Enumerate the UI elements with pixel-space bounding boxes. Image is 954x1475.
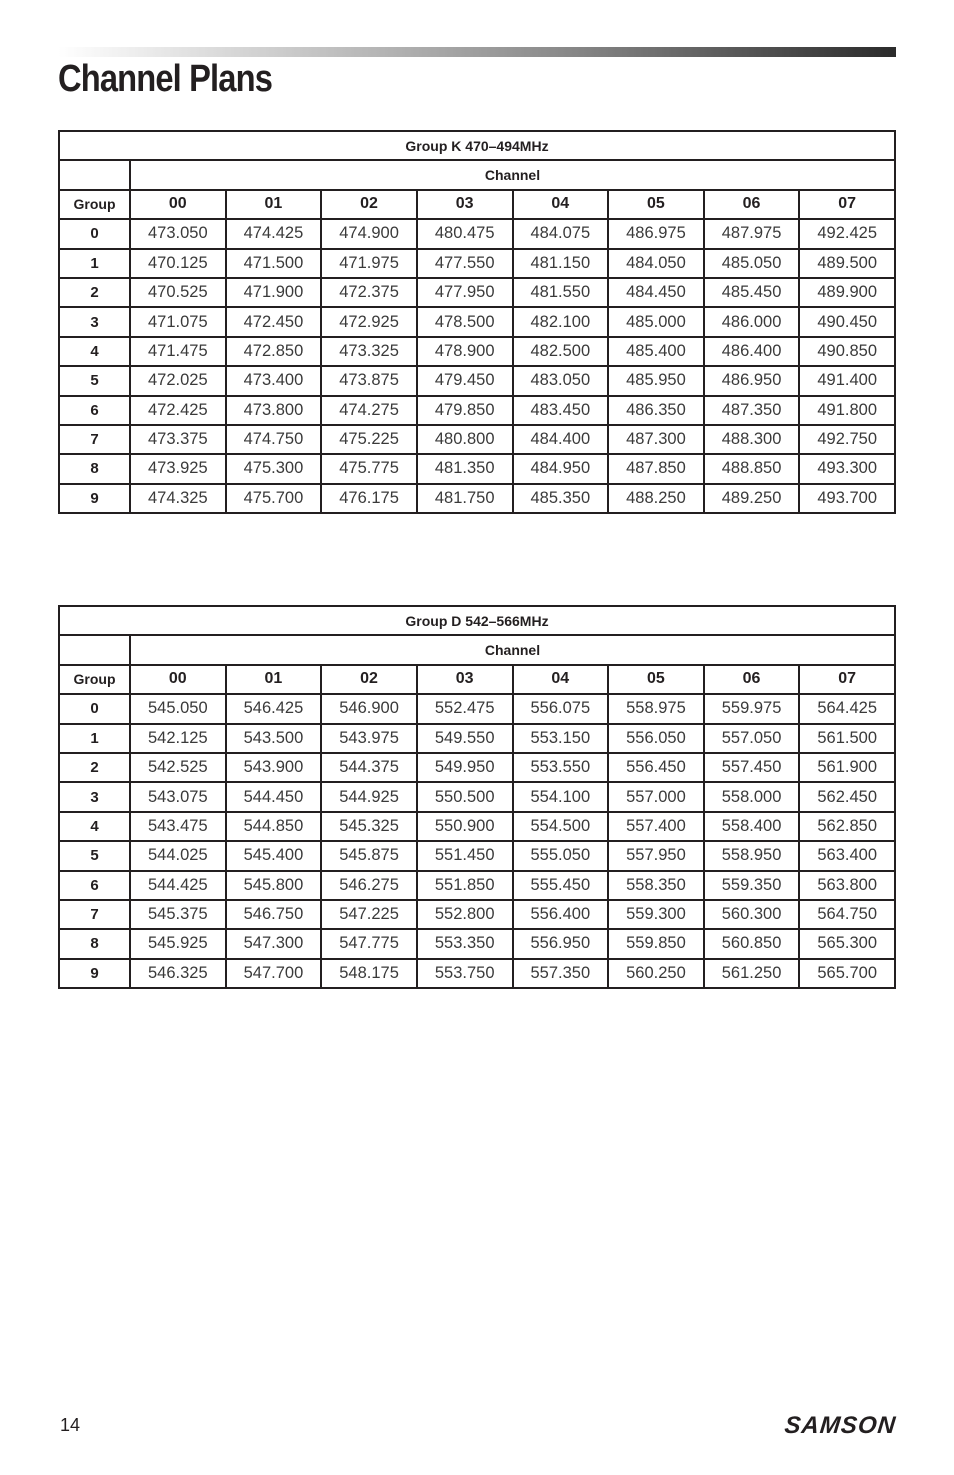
frequency-cell: 565.300: [799, 929, 895, 958]
column-header-row: [59, 190, 895, 219]
channel-label: Channel: [130, 160, 895, 189]
frequency-cell: 543.900: [226, 753, 322, 782]
table-row: [59, 929, 895, 958]
frequency-cell: 553.550: [513, 753, 609, 782]
frequency-cell: 559.975: [704, 694, 800, 723]
frequency-cell: 474.325: [130, 484, 226, 513]
channel-label-row: [59, 160, 895, 189]
samson-logo: SAMSON: [783, 1412, 898, 1439]
frequency-cell: 479.450: [417, 366, 513, 395]
frequency-cell: 561.250: [704, 959, 800, 988]
table-row: [59, 782, 895, 811]
frequency-cell: 557.350: [513, 959, 609, 988]
frequency-cell: 558.950: [704, 841, 800, 870]
frequency-cell: 486.400: [704, 337, 800, 366]
table-title: Group D 542–566MHz: [59, 606, 895, 635]
table-row: [59, 724, 895, 753]
frequency-cell: 477.550: [417, 249, 513, 278]
frequency-cell: 491.800: [799, 396, 895, 425]
frequency-cell: 546.900: [321, 694, 417, 723]
frequency-cell: 491.400: [799, 366, 895, 395]
frequency-cell: 545.325: [321, 812, 417, 841]
channel-column-header: 00: [130, 190, 226, 219]
channel-column-header: 06: [704, 665, 800, 694]
group-number-cell: 9: [59, 484, 130, 513]
frequency-cell: 557.000: [608, 782, 704, 811]
table-row: [59, 484, 895, 513]
frequency-cell: 544.425: [130, 871, 226, 900]
frequency-cell: 545.875: [321, 841, 417, 870]
frequency-cell: 486.350: [608, 396, 704, 425]
frequency-cell: 473.400: [226, 366, 322, 395]
channel-column-header: 05: [608, 665, 704, 694]
frequency-cell: 555.450: [513, 871, 609, 900]
frequency-cell: 476.175: [321, 484, 417, 513]
frequency-cell: 486.975: [608, 219, 704, 248]
frequency-cell: 544.375: [321, 753, 417, 782]
channel-label: Channel: [130, 635, 895, 664]
frequency-cell: 542.125: [130, 724, 226, 753]
table-row: [59, 812, 895, 841]
group-number-cell: 4: [59, 812, 130, 841]
frequency-cell: 487.300: [608, 425, 704, 454]
page-title: Channel Plans: [58, 58, 273, 100]
frequency-cell: 564.750: [799, 900, 895, 929]
table-row: [59, 278, 895, 307]
frequency-cell: 472.450: [226, 307, 322, 336]
channel-label-row: [59, 635, 895, 664]
empty-corner-cell: [59, 160, 130, 189]
table-title-row: [59, 606, 895, 635]
frequency-cell: 556.450: [608, 753, 704, 782]
channel-column-header: 03: [417, 665, 513, 694]
table-row: [59, 900, 895, 929]
frequency-cell: 563.800: [799, 871, 895, 900]
frequency-cell: 472.375: [321, 278, 417, 307]
channel-plan-table-group-d: [58, 605, 896, 989]
header-rule: [58, 47, 896, 57]
channel-column-header: 02: [321, 190, 417, 219]
frequency-cell: 549.550: [417, 724, 513, 753]
channel-column-header: 01: [226, 665, 322, 694]
channel-plan-table-group-k: [58, 130, 896, 514]
frequency-cell: 556.050: [608, 724, 704, 753]
frequency-cell: 553.350: [417, 929, 513, 958]
frequency-cell: 556.075: [513, 694, 609, 723]
frequency-cell: 482.500: [513, 337, 609, 366]
group-number-cell: 0: [59, 219, 130, 248]
group-number-cell: 1: [59, 724, 130, 753]
frequency-cell: 557.950: [608, 841, 704, 870]
frequency-cell: 553.150: [513, 724, 609, 753]
table-row: [59, 841, 895, 870]
column-header-row: [59, 665, 895, 694]
frequency-cell: 481.550: [513, 278, 609, 307]
frequency-cell: 483.450: [513, 396, 609, 425]
frequency-cell: 555.050: [513, 841, 609, 870]
frequency-cell: 474.900: [321, 219, 417, 248]
table-title: Group K 470–494MHz: [59, 131, 895, 160]
group-number-cell: 4: [59, 337, 130, 366]
frequency-cell: 493.300: [799, 454, 895, 483]
frequency-cell: 487.350: [704, 396, 800, 425]
channel-column-header: 06: [704, 190, 800, 219]
table-row: [59, 959, 895, 988]
frequency-cell: 470.125: [130, 249, 226, 278]
frequency-cell: 472.025: [130, 366, 226, 395]
frequency-cell: 485.450: [704, 278, 800, 307]
frequency-cell: 557.050: [704, 724, 800, 753]
frequency-cell: 558.000: [704, 782, 800, 811]
table-row: [59, 366, 895, 395]
frequency-cell: 489.900: [799, 278, 895, 307]
frequency-cell: 544.025: [130, 841, 226, 870]
group-number-cell: 3: [59, 782, 130, 811]
frequency-cell: 547.300: [226, 929, 322, 958]
frequency-cell: 564.425: [799, 694, 895, 723]
table-row: [59, 249, 895, 278]
frequency-cell: 473.050: [130, 219, 226, 248]
frequency-cell: 544.925: [321, 782, 417, 811]
frequency-cell: 551.850: [417, 871, 513, 900]
frequency-cell: 545.375: [130, 900, 226, 929]
frequency-cell: 472.850: [226, 337, 322, 366]
group-column-header: Group: [59, 190, 130, 219]
group-number-cell: 9: [59, 959, 130, 988]
table-row: [59, 454, 895, 483]
frequency-cell: 484.950: [513, 454, 609, 483]
table-row: [59, 307, 895, 336]
frequency-cell: 560.300: [704, 900, 800, 929]
group-number-cell: 2: [59, 753, 130, 782]
frequency-cell: 556.400: [513, 900, 609, 929]
frequency-cell: 552.475: [417, 694, 513, 723]
frequency-cell: 547.700: [226, 959, 322, 988]
frequency-cell: 485.350: [513, 484, 609, 513]
frequency-cell: 471.900: [226, 278, 322, 307]
group-number-cell: 6: [59, 871, 130, 900]
frequency-cell: 561.900: [799, 753, 895, 782]
channel-column-header: 04: [513, 190, 609, 219]
frequency-cell: 546.275: [321, 871, 417, 900]
frequency-cell: 479.850: [417, 396, 513, 425]
frequency-cell: 484.450: [608, 278, 704, 307]
frequency-cell: 480.800: [417, 425, 513, 454]
frequency-cell: 471.475: [130, 337, 226, 366]
frequency-cell: 485.000: [608, 307, 704, 336]
frequency-cell: 492.750: [799, 425, 895, 454]
frequency-cell: 474.275: [321, 396, 417, 425]
frequency-cell: 548.175: [321, 959, 417, 988]
channel-column-header: 01: [226, 190, 322, 219]
group-number-cell: 8: [59, 929, 130, 958]
frequency-cell: 477.950: [417, 278, 513, 307]
frequency-cell: 473.925: [130, 454, 226, 483]
frequency-cell: 546.425: [226, 694, 322, 723]
frequency-cell: 547.225: [321, 900, 417, 929]
frequency-cell: 545.050: [130, 694, 226, 723]
frequency-cell: 486.950: [704, 366, 800, 395]
frequency-cell: 472.925: [321, 307, 417, 336]
frequency-cell: 545.400: [226, 841, 322, 870]
frequency-cell: 473.875: [321, 366, 417, 395]
frequency-cell: 481.350: [417, 454, 513, 483]
frequency-cell: 553.750: [417, 959, 513, 988]
frequency-cell: 549.950: [417, 753, 513, 782]
frequency-cell: 546.325: [130, 959, 226, 988]
frequency-cell: 545.925: [130, 929, 226, 958]
frequency-cell: 487.850: [608, 454, 704, 483]
frequency-cell: 552.800: [417, 900, 513, 929]
frequency-cell: 475.775: [321, 454, 417, 483]
frequency-cell: 546.750: [226, 900, 322, 929]
table-row: [59, 871, 895, 900]
frequency-cell: 470.525: [130, 278, 226, 307]
group-number-cell: 7: [59, 425, 130, 454]
frequency-cell: 563.400: [799, 841, 895, 870]
group-number-cell: 7: [59, 900, 130, 929]
page-number: 14: [60, 1415, 81, 1435]
group-number-cell: 2: [59, 278, 130, 307]
channel-column-header: 07: [799, 190, 895, 219]
frequency-cell: 562.850: [799, 812, 895, 841]
frequency-cell: 544.450: [226, 782, 322, 811]
group-number-cell: 5: [59, 841, 130, 870]
frequency-cell: 484.075: [513, 219, 609, 248]
frequency-cell: 559.300: [608, 900, 704, 929]
channel-column-header: 00: [130, 665, 226, 694]
frequency-cell: 481.750: [417, 484, 513, 513]
frequency-cell: 550.900: [417, 812, 513, 841]
frequency-cell: 493.700: [799, 484, 895, 513]
channel-column-header: 07: [799, 665, 895, 694]
frequency-cell: 557.400: [608, 812, 704, 841]
frequency-cell: 485.050: [704, 249, 800, 278]
frequency-cell: 481.150: [513, 249, 609, 278]
frequency-cell: 472.425: [130, 396, 226, 425]
frequency-cell: 543.075: [130, 782, 226, 811]
frequency-cell: 550.500: [417, 782, 513, 811]
frequency-cell: 558.350: [608, 871, 704, 900]
frequency-cell: 488.850: [704, 454, 800, 483]
channel-column-header: 05: [608, 190, 704, 219]
frequency-cell: 551.450: [417, 841, 513, 870]
channel-column-header: 02: [321, 665, 417, 694]
frequency-cell: 559.350: [704, 871, 800, 900]
group-number-cell: 5: [59, 366, 130, 395]
frequency-cell: 473.800: [226, 396, 322, 425]
frequency-cell: 473.325: [321, 337, 417, 366]
table-row: [59, 337, 895, 366]
frequency-cell: 542.525: [130, 753, 226, 782]
frequency-cell: 557.450: [704, 753, 800, 782]
group-number-cell: 3: [59, 307, 130, 336]
group-column-header: Group: [59, 665, 130, 694]
frequency-cell: 490.850: [799, 337, 895, 366]
group-number-cell: 1: [59, 249, 130, 278]
table-row: [59, 219, 895, 248]
frequency-cell: 543.475: [130, 812, 226, 841]
table-row: [59, 425, 895, 454]
frequency-cell: 475.225: [321, 425, 417, 454]
frequency-cell: 554.100: [513, 782, 609, 811]
frequency-cell: 489.500: [799, 249, 895, 278]
frequency-cell: 488.250: [608, 484, 704, 513]
frequency-cell: 486.000: [704, 307, 800, 336]
frequency-cell: 478.500: [417, 307, 513, 336]
frequency-cell: 492.425: [799, 219, 895, 248]
frequency-cell: 478.900: [417, 337, 513, 366]
table-row: [59, 694, 895, 723]
frequency-cell: 490.450: [799, 307, 895, 336]
group-number-cell: 0: [59, 694, 130, 723]
group-number-cell: 6: [59, 396, 130, 425]
frequency-cell: 484.400: [513, 425, 609, 454]
frequency-cell: 474.425: [226, 219, 322, 248]
frequency-cell: 489.250: [704, 484, 800, 513]
frequency-cell: 487.975: [704, 219, 800, 248]
frequency-cell: 562.450: [799, 782, 895, 811]
channel-column-header: 04: [513, 665, 609, 694]
group-number-cell: 8: [59, 454, 130, 483]
frequency-cell: 544.850: [226, 812, 322, 841]
frequency-cell: 480.475: [417, 219, 513, 248]
channel-column-header: 03: [417, 190, 513, 219]
table-row: [59, 396, 895, 425]
frequency-cell: 565.700: [799, 959, 895, 988]
frequency-cell: 475.300: [226, 454, 322, 483]
frequency-cell: 471.975: [321, 249, 417, 278]
table-row: [59, 753, 895, 782]
frequency-cell: 482.100: [513, 307, 609, 336]
frequency-cell: 475.700: [226, 484, 322, 513]
frequency-cell: 545.800: [226, 871, 322, 900]
frequency-cell: 558.975: [608, 694, 704, 723]
frequency-cell: 543.500: [226, 724, 322, 753]
frequency-cell: 485.400: [608, 337, 704, 366]
table-title-row: [59, 131, 895, 160]
frequency-cell: 483.050: [513, 366, 609, 395]
frequency-cell: 471.075: [130, 307, 226, 336]
frequency-cell: 558.400: [704, 812, 800, 841]
frequency-cell: 474.750: [226, 425, 322, 454]
frequency-cell: 560.850: [704, 929, 800, 958]
frequency-cell: 554.500: [513, 812, 609, 841]
frequency-cell: 561.500: [799, 724, 895, 753]
frequency-cell: 543.975: [321, 724, 417, 753]
frequency-cell: 484.050: [608, 249, 704, 278]
frequency-cell: 560.250: [608, 959, 704, 988]
frequency-cell: 485.950: [608, 366, 704, 395]
frequency-cell: 547.775: [321, 929, 417, 958]
frequency-cell: 556.950: [513, 929, 609, 958]
frequency-cell: 559.850: [608, 929, 704, 958]
empty-corner-cell: [59, 635, 130, 664]
frequency-cell: 471.500: [226, 249, 322, 278]
frequency-cell: 488.300: [704, 425, 800, 454]
frequency-cell: 473.375: [130, 425, 226, 454]
